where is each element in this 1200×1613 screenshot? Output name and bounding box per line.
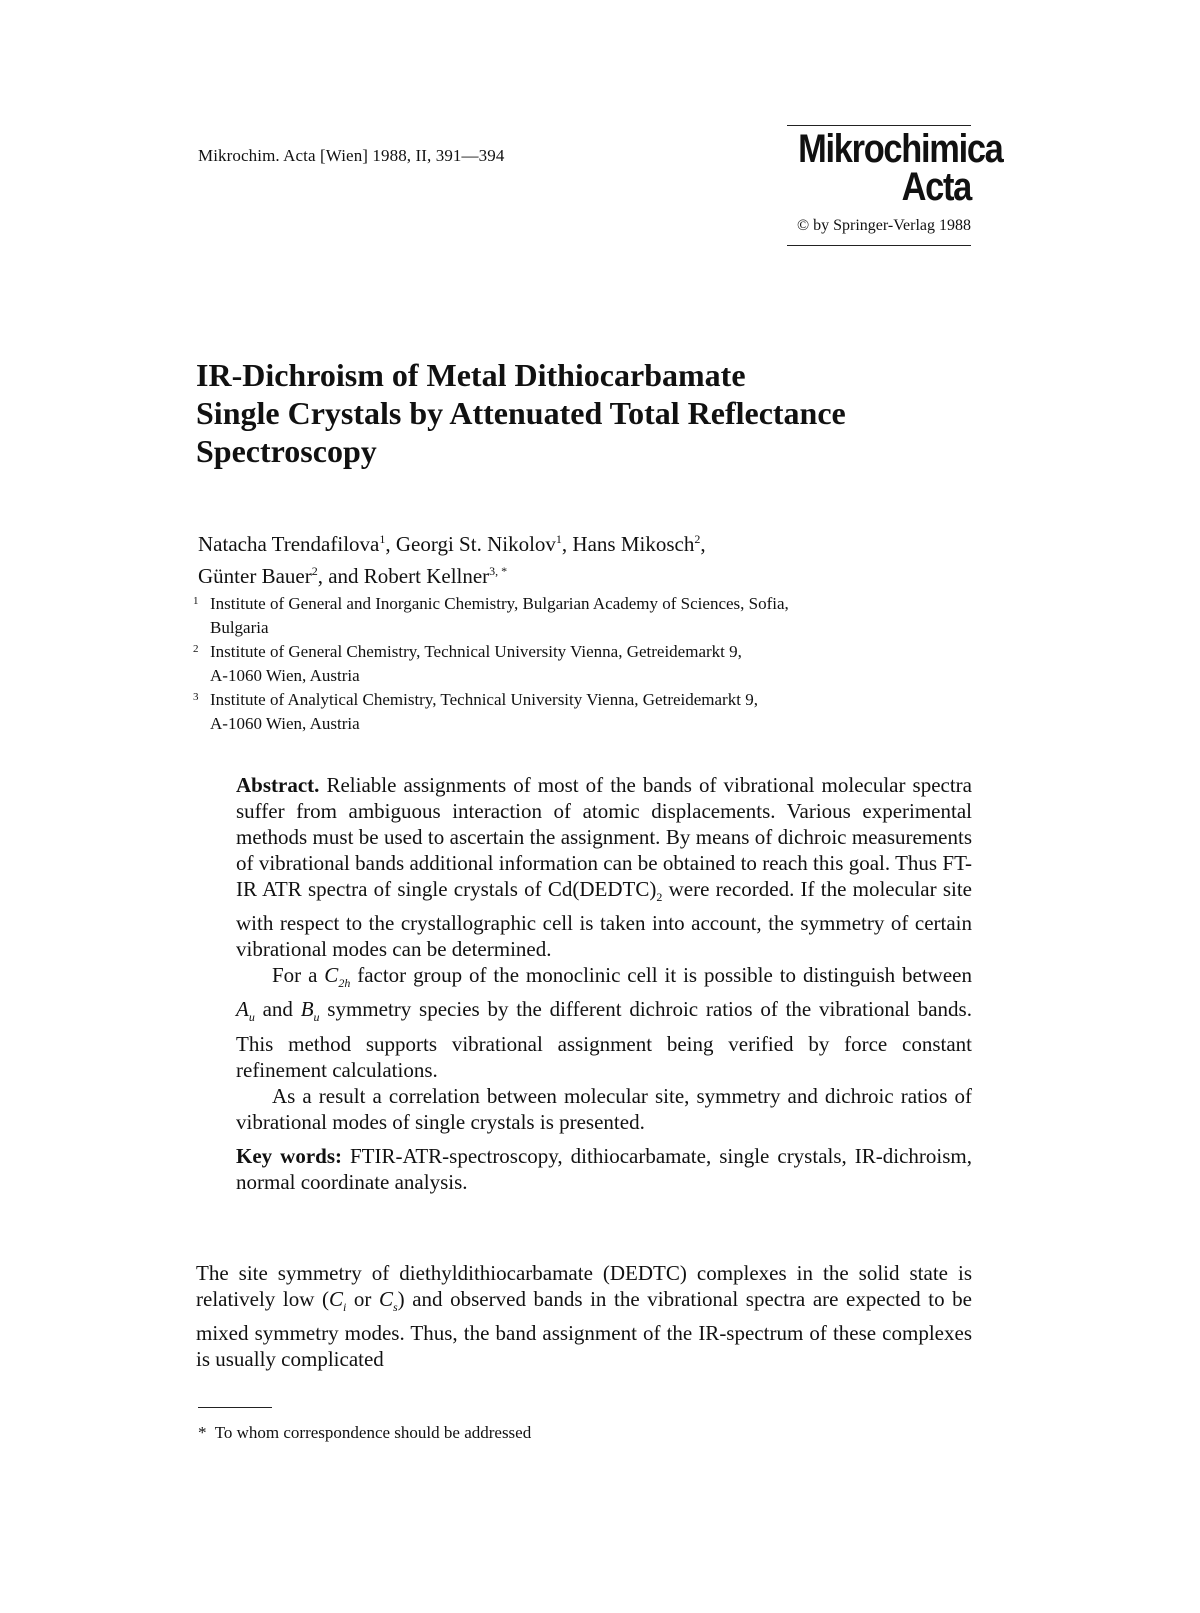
subscript: s (392, 1300, 398, 1315)
author-affil-mark: 3, * (489, 564, 508, 578)
abstract-text: and (254, 997, 301, 1022)
footnote-rule (198, 1407, 272, 1408)
author-name: Natacha Trendafilova (198, 532, 380, 556)
body-text: ) and observed bands in the vibrational spectra are expected to be mixed symmetry modes. Thus, the band assignment of the IR-spectrum of these complexes is usually complicated (196, 1287, 972, 1372)
symbol: C (378, 1287, 393, 1311)
keywords (236, 1143, 972, 1195)
abstract-text: symmetry species by the different dichroic ratios of the vibrational bands. This method supports vibrational assignment being verified by force constant refinement calculations. (236, 997, 972, 1082)
author-name: Robert Kellner (363, 564, 490, 588)
author-name: Georgi St. Nikolov (395, 532, 556, 556)
journal-logo-line2: Acta (901, 165, 971, 209)
footnote: * To whom correspondence should be addressed (198, 1423, 532, 1442)
affiliation-number: 2 (193, 643, 199, 655)
subscript: u (248, 1010, 255, 1025)
abstract (236, 772, 972, 1195)
subscript: 2h (338, 976, 351, 991)
abstract-text: were recorded. If the molecular site with respect to the crystallographic cell is taken into account, the symmetry of certain vibrational modes can be determined. (236, 877, 972, 962)
author-name: Günter Bauer (198, 564, 312, 588)
abstract-text: For a (272, 963, 325, 988)
journal-logo (798, 127, 1003, 209)
affiliation-line: Institute of Analytical Chemistry, Technical University Vienna, Getreidemarkt 9, (210, 690, 758, 709)
copyright-notice: © by Springer-Verlag 1988 (796, 217, 971, 234)
symbol: C (328, 1287, 343, 1311)
abstract-label: Abstract. (236, 773, 320, 797)
abstract-paragraph-1 (236, 772, 972, 962)
author-affil-mark: 2 (311, 564, 318, 578)
abstract-paragraph-3: As a result a correlation between molecular site, symmetry and dichroic ratios of vibrational modes of single crystals is presented. (236, 1083, 972, 1134)
subscript: u (313, 1010, 320, 1025)
subscript: 2 (656, 890, 663, 905)
author-list: Natacha Trendafilova$^1$, Georgi St. Nikolov$^1$, Hans Mikosch$^2$, Günter Bauer$^2$, and Robert Kellner$^{3, *}$ (198, 532, 706, 588)
author-name: Hans Mikosch (572, 532, 695, 556)
title-line-3: Spectroscopy (196, 433, 377, 469)
title-line-2: Single Crystals by Attenuated Total Reflectance (196, 395, 846, 431)
journal-logo-line1: Mikrochimica (798, 127, 1003, 171)
symbol: A (236, 997, 249, 1022)
keywords-text: FTIR-ATR-spectroscopy, dithiocarbamate, single crystals, IR-dichroism, normal coordinate analysis. (236, 1143, 972, 1194)
affiliation-line: A-1060 Wien, Austria (210, 714, 360, 733)
body-text: or (346, 1287, 379, 1311)
abstract-text: factor group of the monoclinic cell it is possible to distinguish between (350, 963, 972, 988)
author-conjunction: and (328, 564, 364, 588)
affiliation-line: Bulgaria (210, 618, 269, 637)
affiliation-number: 1 (193, 595, 199, 607)
abstract-text: Reliable assignments of most of the bands of vibrational molecular spectra suffer from ambiguous interaction of atomic displacements. Various experimental methods must be used to ascertain the assignment. By means of dichroic measurements of vibrational bands additional information can be obtained to reach this goal. Thus FT-IR ATR spectra of single crystals of Cd(DEDTC) (236, 773, 972, 901)
abstract-paragraph-2 (236, 962, 972, 1082)
author-affil-mark: 1 (555, 532, 562, 546)
symbol: B (300, 997, 314, 1022)
author-affil-mark: 1 (379, 532, 386, 546)
logo-rule-bottom (787, 245, 971, 246)
title-line-1: IR-Dichroism of Metal Dithiocarbamate (196, 357, 746, 393)
journal-citation: Mikrochim. Acta [Wien] 1988, II, 391—394 (198, 146, 505, 165)
symbol: C (324, 963, 339, 988)
affiliation-line: Institute of General Chemistry, Technical University Vienna, Getreidemarkt 9, (210, 642, 742, 661)
affiliation-line: Institute of General and Inorganic Chemistry, Bulgarian Academy of Sciences, Sofia, (210, 594, 789, 613)
affiliation-line: A-1060 Wien, Austria (210, 666, 360, 685)
affiliation-number: 3 (193, 691, 199, 703)
subscript: i (342, 1300, 347, 1315)
body-text: The site symmetry of diethyldithiocarbamate (DEDTC) complexes in the solid state is relatively low ( (196, 1261, 972, 1311)
paper-title (196, 356, 996, 470)
author-affil-mark: 2 (694, 532, 701, 546)
logo-rule-top (787, 125, 971, 126)
body-paragraph (196, 1260, 972, 1372)
keywords-label: Key words: (236, 1143, 342, 1168)
